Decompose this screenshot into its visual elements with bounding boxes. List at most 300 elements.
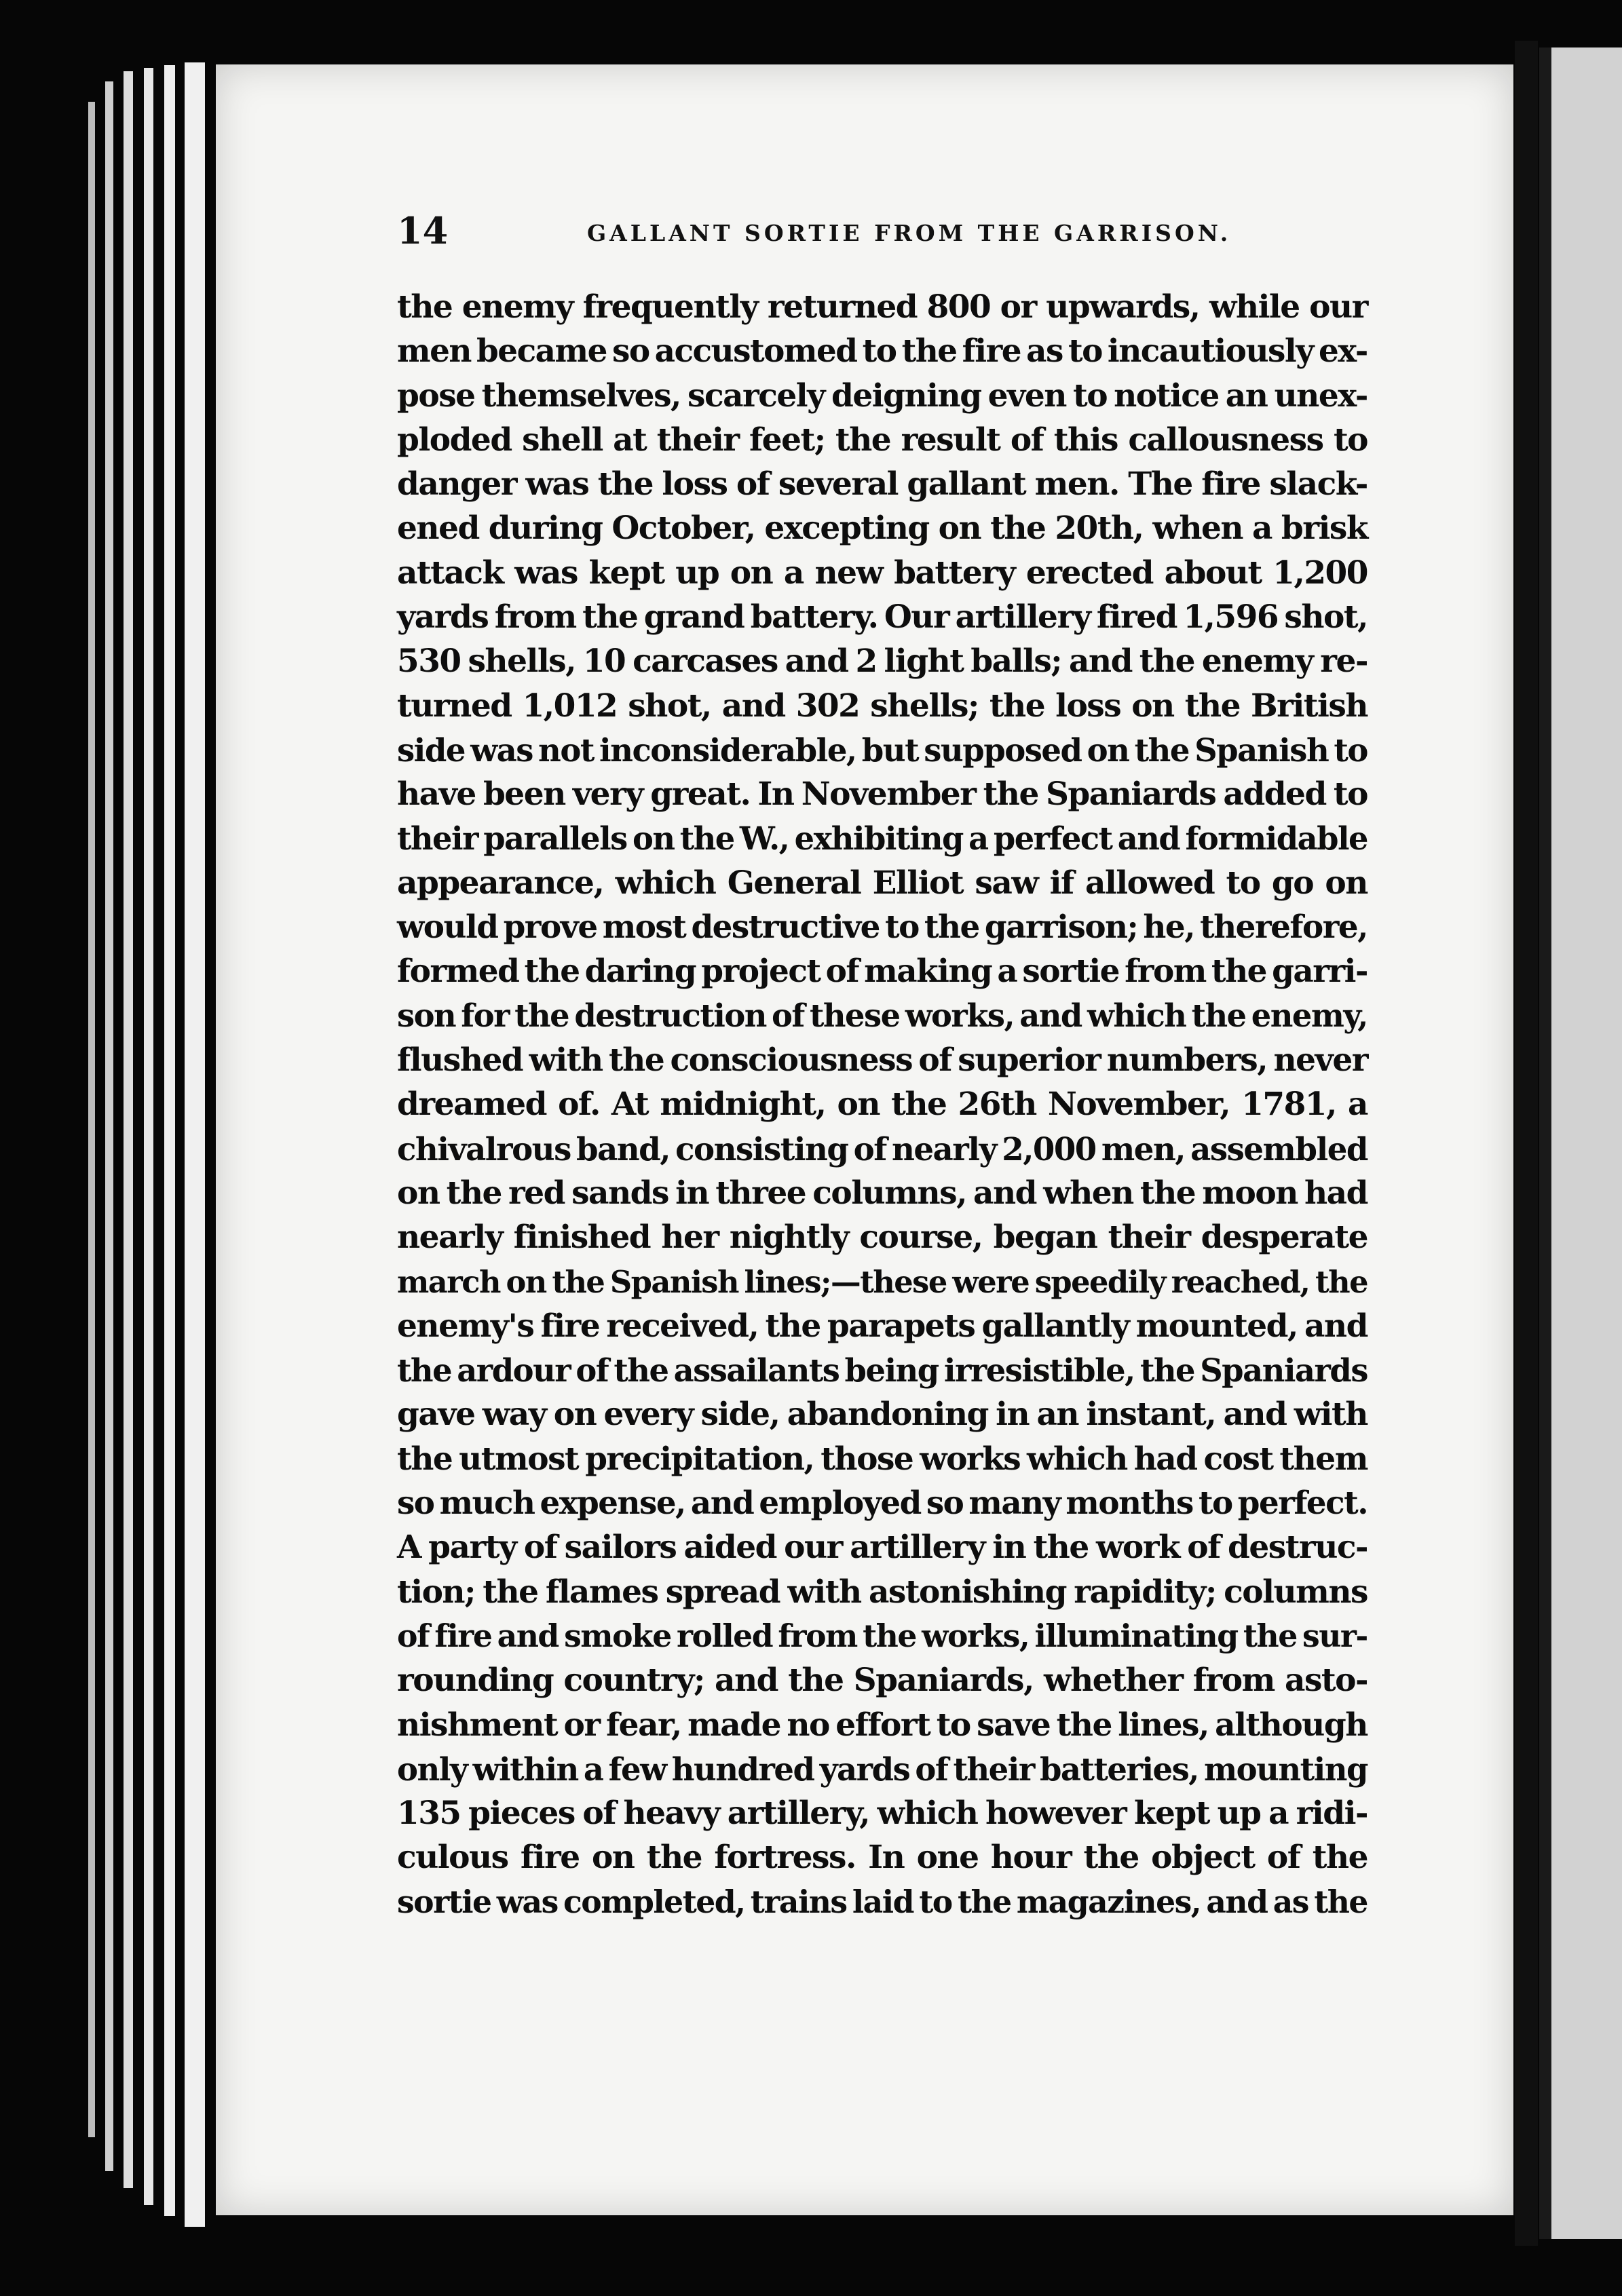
word: and bbox=[1304, 1307, 1368, 1345]
page-edge bbox=[164, 65, 175, 2216]
word: very bbox=[572, 776, 643, 814]
word: for bbox=[461, 997, 509, 1034]
word: midnight, bbox=[660, 1086, 826, 1124]
word: illuminating bbox=[1034, 1617, 1238, 1654]
word: re- bbox=[1320, 643, 1368, 681]
word: expense, bbox=[540, 1485, 685, 1523]
word: the bbox=[765, 1307, 821, 1345]
word: incautiously bbox=[1107, 332, 1313, 370]
word: consisting bbox=[675, 1130, 848, 1168]
word: had bbox=[1304, 1174, 1368, 1212]
word: the bbox=[646, 1839, 702, 1877]
word: and bbox=[715, 1662, 778, 1700]
word: their bbox=[397, 820, 478, 857]
word: the bbox=[835, 421, 891, 459]
word: the bbox=[608, 1041, 664, 1079]
word: or bbox=[1000, 288, 1036, 326]
text-line bbox=[397, 1703, 1368, 1747]
word: Our bbox=[884, 598, 949, 636]
word: frequently bbox=[582, 288, 758, 326]
word: exhibiting bbox=[794, 820, 963, 857]
word: to bbox=[1333, 776, 1368, 814]
word: enemy bbox=[461, 288, 573, 326]
text-line bbox=[397, 949, 1368, 993]
word: made bbox=[687, 1706, 781, 1744]
word: nearly bbox=[397, 1219, 503, 1257]
word: sur- bbox=[1302, 1617, 1368, 1654]
word: 302 bbox=[795, 687, 860, 725]
word: hundred bbox=[671, 1750, 814, 1788]
word: our bbox=[784, 1529, 842, 1567]
word: was bbox=[514, 554, 578, 592]
text-line bbox=[397, 1658, 1368, 1702]
word: the bbox=[1184, 687, 1240, 725]
word: superior bbox=[958, 1041, 1101, 1079]
text-line bbox=[397, 1525, 1368, 1569]
page-number: 14 bbox=[397, 209, 449, 252]
word: a bbox=[997, 953, 1017, 991]
word: destructive bbox=[691, 908, 880, 946]
word: the bbox=[901, 332, 957, 370]
word: which bbox=[877, 1795, 978, 1833]
word: nightly bbox=[729, 1219, 849, 1257]
word: fear, bbox=[605, 1706, 681, 1744]
text-line bbox=[397, 329, 1368, 373]
word: magazines, bbox=[1016, 1883, 1201, 1920]
word: on bbox=[506, 1263, 546, 1300]
word: to bbox=[884, 908, 919, 946]
text-line bbox=[397, 684, 1368, 728]
text-line bbox=[397, 1481, 1368, 1525]
word: a bbox=[968, 820, 988, 857]
word: reached, bbox=[1171, 1263, 1310, 1300]
page-edge bbox=[144, 68, 153, 2205]
word: great. bbox=[650, 776, 751, 814]
word: utmost bbox=[459, 1440, 579, 1478]
word: as bbox=[1272, 1883, 1308, 1920]
word: the bbox=[990, 510, 1046, 548]
word: and bbox=[1206, 1883, 1268, 1920]
word: the bbox=[989, 687, 1045, 725]
word: of bbox=[397, 1617, 430, 1654]
word: British bbox=[1250, 687, 1368, 725]
word: laid bbox=[852, 1883, 913, 1920]
word: began bbox=[993, 1219, 1097, 1257]
word: to bbox=[919, 1883, 952, 1920]
word: inconsiderable, bbox=[599, 731, 856, 769]
word: abandoning bbox=[787, 1396, 988, 1434]
running-head: GALLANT SORTIE FROM THE GARRISON. bbox=[587, 220, 1232, 246]
word: Spaniards bbox=[1200, 1352, 1368, 1390]
word: daring bbox=[584, 953, 696, 991]
word: the bbox=[483, 1573, 538, 1611]
word: danger bbox=[397, 465, 517, 503]
word: so bbox=[926, 1485, 964, 1523]
word: one bbox=[916, 1839, 979, 1877]
word: kept bbox=[588, 554, 664, 592]
word: on bbox=[553, 1396, 597, 1434]
word: excepting bbox=[764, 510, 929, 548]
word: was bbox=[470, 731, 533, 769]
word: if bbox=[1049, 864, 1074, 902]
word: work bbox=[1095, 1529, 1180, 1567]
word: our bbox=[1309, 288, 1368, 326]
word: which bbox=[1027, 1440, 1127, 1478]
word: tion; bbox=[397, 1573, 475, 1611]
word: artillery bbox=[850, 1529, 985, 1567]
word: sortie bbox=[397, 1883, 491, 1920]
word: mounting bbox=[1204, 1750, 1368, 1788]
word: The bbox=[1128, 465, 1192, 503]
word: chivalrous bbox=[397, 1130, 571, 1168]
word: sailors bbox=[564, 1529, 677, 1567]
word: from bbox=[1192, 1662, 1275, 1700]
word: of bbox=[918, 1041, 951, 1079]
word: these bbox=[810, 997, 900, 1034]
word: on bbox=[837, 1086, 880, 1124]
text-line bbox=[397, 1082, 1368, 1126]
word: lines, bbox=[1118, 1706, 1209, 1744]
word: carcases bbox=[633, 643, 778, 681]
word: ardour bbox=[457, 1352, 571, 1390]
word: and bbox=[1117, 820, 1180, 857]
word: side, bbox=[700, 1396, 780, 1434]
text-line bbox=[397, 1437, 1368, 1481]
text-line bbox=[397, 285, 1368, 329]
word: a bbox=[1252, 510, 1272, 548]
word: and bbox=[497, 1617, 559, 1654]
word: about bbox=[1164, 554, 1262, 592]
word: new bbox=[814, 554, 883, 592]
word: only bbox=[397, 1750, 468, 1788]
word: object bbox=[1151, 1839, 1255, 1877]
word: shells; bbox=[870, 687, 979, 725]
word: a bbox=[1268, 1795, 1289, 1833]
word: was bbox=[496, 1883, 558, 1920]
text-line bbox=[397, 1747, 1368, 1791]
word: trains bbox=[750, 1883, 847, 1920]
word: the bbox=[891, 1086, 947, 1124]
word: were bbox=[952, 1263, 1030, 1300]
word: and bbox=[973, 1174, 1037, 1212]
word: course, bbox=[859, 1219, 983, 1257]
word: but bbox=[861, 731, 919, 769]
word: no bbox=[787, 1706, 829, 1744]
word: unex- bbox=[1274, 377, 1368, 415]
word: the bbox=[1312, 1839, 1368, 1877]
text-line bbox=[397, 374, 1368, 418]
word: garrison; bbox=[984, 908, 1138, 946]
word: a bbox=[583, 1750, 603, 1788]
word: to bbox=[936, 1706, 970, 1744]
word: march bbox=[397, 1263, 500, 1300]
word: formidable bbox=[1185, 820, 1368, 857]
word: attack bbox=[397, 554, 504, 592]
word: heavy bbox=[623, 1795, 720, 1833]
word: men bbox=[397, 332, 471, 370]
word: A bbox=[397, 1529, 421, 1567]
word: the bbox=[552, 1263, 605, 1300]
facing-page-edge bbox=[1539, 47, 1622, 2239]
word: during bbox=[488, 510, 603, 548]
word: so bbox=[397, 1485, 434, 1523]
word: the bbox=[679, 820, 734, 857]
word: with bbox=[787, 1573, 861, 1611]
word: deigning bbox=[831, 377, 981, 415]
word: 20th, bbox=[1055, 510, 1144, 548]
word: mounted, bbox=[1135, 1307, 1298, 1345]
word: Spaniards bbox=[1045, 776, 1216, 814]
word: few bbox=[608, 1750, 666, 1788]
text-line bbox=[397, 1614, 1368, 1658]
word: had bbox=[1133, 1440, 1197, 1478]
word: on bbox=[1325, 864, 1368, 902]
word: sortie bbox=[1022, 953, 1119, 991]
word: the bbox=[614, 1352, 668, 1390]
word: ex- bbox=[1318, 332, 1368, 370]
word: the bbox=[597, 465, 653, 503]
word: perfect bbox=[993, 820, 1112, 857]
word: of bbox=[736, 465, 770, 503]
word: band, bbox=[576, 1130, 671, 1168]
word: the bbox=[1139, 643, 1195, 681]
word: finished bbox=[513, 1219, 651, 1257]
word: the bbox=[863, 1617, 916, 1654]
word: them bbox=[1279, 1440, 1368, 1478]
word: the bbox=[1211, 953, 1266, 991]
word: to bbox=[862, 332, 897, 370]
word: Spanish bbox=[609, 1263, 738, 1300]
word: kept bbox=[1133, 1795, 1209, 1833]
word: the bbox=[788, 1662, 844, 1700]
word: balls; bbox=[970, 643, 1062, 681]
word: the bbox=[1315, 1263, 1368, 1300]
word: effort bbox=[835, 1706, 930, 1744]
word: whether bbox=[1044, 1662, 1183, 1700]
text-line bbox=[397, 1304, 1368, 1348]
word: and bbox=[1019, 997, 1082, 1034]
word: desperate bbox=[1201, 1219, 1368, 1257]
word: go bbox=[1271, 864, 1314, 902]
word: culous bbox=[397, 1839, 508, 1877]
word: he, bbox=[1143, 908, 1194, 946]
word: making bbox=[864, 953, 992, 991]
word: up bbox=[675, 554, 719, 592]
word: fire bbox=[1201, 465, 1260, 503]
word: as bbox=[1026, 332, 1063, 370]
word: parallels bbox=[483, 820, 627, 857]
word: the bbox=[397, 288, 453, 326]
word: perfect. bbox=[1237, 1485, 1368, 1523]
word: W., bbox=[739, 820, 789, 857]
word: assailants bbox=[673, 1352, 840, 1390]
text-line bbox=[397, 1570, 1368, 1614]
text-line bbox=[397, 1171, 1368, 1215]
word: In bbox=[757, 776, 794, 814]
word: shot, bbox=[1284, 598, 1368, 636]
word: employed bbox=[759, 1485, 921, 1523]
word: fortress. bbox=[714, 1839, 856, 1877]
word: the bbox=[983, 776, 1038, 814]
word: of bbox=[576, 1352, 609, 1390]
word: however bbox=[985, 1795, 1127, 1833]
word: General bbox=[727, 864, 861, 902]
word: battery bbox=[894, 554, 1015, 592]
word: enemy, bbox=[1251, 997, 1368, 1034]
word: feet; bbox=[749, 421, 825, 459]
word: result bbox=[901, 421, 1000, 459]
word: side bbox=[397, 731, 465, 769]
word: brisk bbox=[1281, 510, 1368, 548]
word: numbers, bbox=[1106, 1041, 1268, 1079]
text-line bbox=[397, 595, 1368, 639]
word: to bbox=[1068, 332, 1102, 370]
word: every bbox=[603, 1396, 694, 1434]
text-line bbox=[397, 1348, 1368, 1392]
word: moon bbox=[1202, 1174, 1298, 1212]
text-line bbox=[397, 1392, 1368, 1436]
word: pieces bbox=[468, 1795, 575, 1833]
word: on bbox=[397, 1174, 440, 1212]
word: those bbox=[821, 1440, 913, 1478]
word: so bbox=[611, 332, 649, 370]
word: artillery bbox=[955, 598, 1091, 636]
word: cost bbox=[1203, 1440, 1273, 1478]
word: columns bbox=[1224, 1573, 1368, 1611]
word: of bbox=[853, 1130, 886, 1168]
word: when bbox=[1152, 510, 1243, 548]
word: ploded bbox=[397, 421, 512, 459]
text-line bbox=[397, 728, 1368, 772]
word: on bbox=[591, 1839, 635, 1877]
word: which bbox=[1087, 997, 1186, 1034]
word: on bbox=[632, 820, 675, 857]
word: fire bbox=[540, 1307, 600, 1345]
word: the bbox=[514, 997, 569, 1034]
word: a bbox=[783, 554, 804, 592]
word: shell bbox=[522, 421, 603, 459]
word: way bbox=[482, 1396, 546, 1434]
word: prove bbox=[503, 908, 597, 946]
word: to bbox=[1073, 377, 1108, 415]
word: three bbox=[715, 1174, 806, 1212]
text-line bbox=[397, 861, 1368, 905]
text-line bbox=[397, 1038, 1368, 1082]
word: received, bbox=[606, 1307, 759, 1345]
word: from bbox=[778, 1617, 857, 1654]
word: although bbox=[1215, 1706, 1368, 1744]
word: being bbox=[844, 1352, 939, 1390]
word: of bbox=[772, 997, 804, 1034]
text-line bbox=[397, 1215, 1368, 1259]
word: the bbox=[582, 598, 638, 636]
word: the bbox=[1033, 1529, 1089, 1567]
word: of bbox=[1266, 1839, 1300, 1877]
word: months bbox=[1065, 1485, 1193, 1523]
word: nishment bbox=[397, 1706, 558, 1744]
word: nearly bbox=[891, 1130, 997, 1168]
word: even bbox=[987, 377, 1066, 415]
word: ridi- bbox=[1296, 1795, 1368, 1833]
word: enemy's bbox=[397, 1307, 534, 1345]
word: fire bbox=[434, 1617, 492, 1654]
word: destruc- bbox=[1228, 1529, 1368, 1567]
word: to bbox=[1226, 864, 1260, 902]
word: added bbox=[1223, 776, 1326, 814]
word: fire bbox=[520, 1839, 580, 1877]
word: yards bbox=[819, 1750, 910, 1788]
text-line bbox=[397, 1791, 1368, 1835]
text-line bbox=[397, 418, 1368, 462]
word: 1781, bbox=[1241, 1086, 1336, 1124]
word: on bbox=[938, 510, 981, 548]
text-line bbox=[397, 1880, 1368, 1924]
word: with bbox=[529, 1041, 603, 1079]
word: in bbox=[675, 1174, 709, 1212]
word: 800 bbox=[926, 288, 991, 326]
word: the bbox=[446, 1174, 502, 1212]
word: In bbox=[868, 1839, 905, 1877]
text-line bbox=[397, 462, 1368, 506]
word: sands bbox=[571, 1174, 669, 1212]
word: the bbox=[1191, 997, 1246, 1034]
word: enemy bbox=[1201, 643, 1313, 681]
word: project bbox=[701, 953, 821, 991]
word: a bbox=[1347, 1086, 1368, 1124]
word: would bbox=[397, 908, 498, 946]
word: appearance, bbox=[397, 864, 604, 902]
text-line bbox=[397, 639, 1368, 683]
word: in bbox=[996, 1396, 1030, 1434]
word: Spaniards, bbox=[853, 1662, 1034, 1700]
word: and bbox=[1068, 643, 1132, 681]
word: At bbox=[611, 1086, 649, 1124]
word: the bbox=[957, 1883, 1011, 1920]
word: slack- bbox=[1269, 465, 1368, 503]
word: the bbox=[1056, 1706, 1112, 1744]
text-line bbox=[397, 1260, 1368, 1304]
word: the bbox=[397, 1440, 453, 1478]
word: October, bbox=[611, 510, 755, 548]
word: the bbox=[1134, 731, 1189, 769]
word: which bbox=[615, 864, 716, 902]
word: the bbox=[1243, 1617, 1297, 1654]
word: consciousness bbox=[670, 1041, 913, 1079]
text-line bbox=[397, 551, 1368, 595]
word: gallant bbox=[907, 465, 1026, 503]
word: spread bbox=[665, 1573, 780, 1611]
word: instant, bbox=[1086, 1396, 1216, 1434]
word: their bbox=[1108, 1219, 1190, 1257]
word: of bbox=[825, 953, 859, 991]
body-text bbox=[397, 285, 1368, 1924]
word: 1,596 bbox=[1183, 598, 1279, 636]
word: flames bbox=[545, 1573, 658, 1611]
text-line bbox=[397, 772, 1368, 816]
word: from bbox=[494, 598, 576, 636]
word: grand bbox=[643, 598, 744, 636]
text-line bbox=[397, 1127, 1368, 1171]
word: shot, bbox=[628, 687, 711, 725]
word: saw bbox=[975, 864, 1038, 902]
word: with bbox=[1294, 1396, 1368, 1434]
word: garri- bbox=[1272, 953, 1368, 991]
word: of bbox=[1187, 1529, 1220, 1567]
word: loss bbox=[662, 465, 728, 503]
word: gallantly bbox=[981, 1307, 1129, 1345]
word: much bbox=[439, 1485, 535, 1523]
word: the bbox=[1139, 1352, 1195, 1390]
